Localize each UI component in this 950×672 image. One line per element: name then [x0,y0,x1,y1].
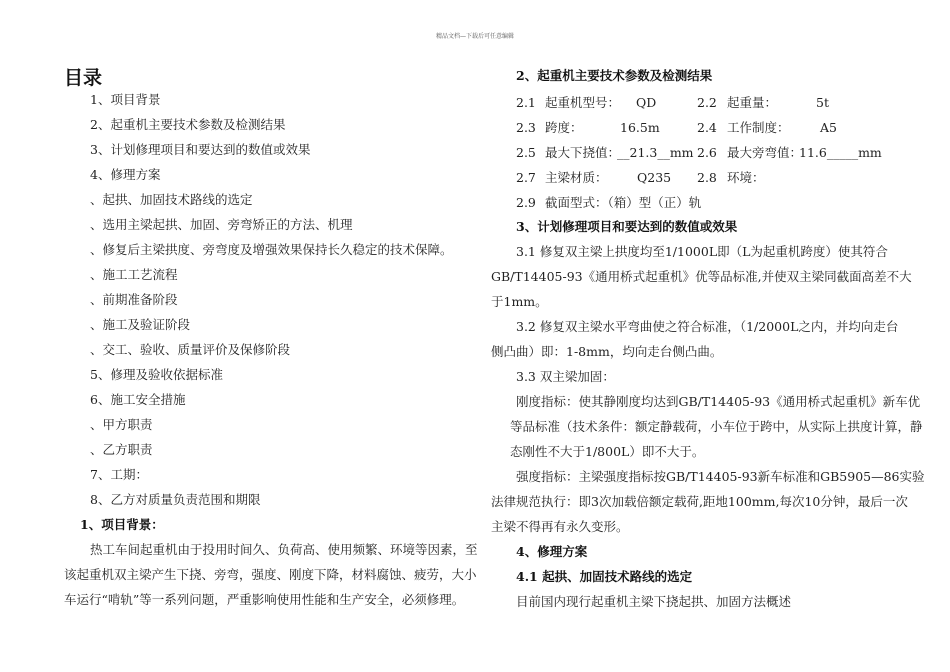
paragraph-line: 该起重机双主梁产生下挠、旁弯，强度、刚度下降，材料腐蚀、疲劳，大小 [64,567,477,582]
subsection-3-3: 3.3 双主梁加固： [516,369,615,384]
section-3-heading: 3、计划修理项目和要达到的数值或效果 [516,219,738,234]
paragraph-line: 法律规范执行：即3次加载倍额定载荷,距地100mm,每次10分钟，最后一次 [491,494,908,509]
paragraph-line: 强度指标：主梁强度指标按GB/T14405-93新车标准和GB5905—86实验 [516,469,925,484]
toc-item: 2、起重机主要技术参数及检测结果 [90,117,286,132]
param-label: 截面型式：（箱）型（正）轨 [545,195,702,210]
toc-item: 3、计划修理项目和要达到的数值或效果 [90,142,311,157]
param-label: 主梁材质： [545,170,608,185]
toc-item: 、修复后主梁拱度、旁弯度及增强效果保持长久稳定的技术保障。 [90,242,453,257]
param-label: 工作制度： [727,120,790,135]
toc-item: 7、工期： [90,467,148,482]
toc-item: 、施工工艺流程 [90,267,178,282]
param-num: 2.3 [516,120,536,135]
paragraph-line: 3.2 修复双主梁水平弯曲使之符合标准，（1/2000L之内，并均向走台 [516,319,899,334]
paragraph-line: 等品标准（技术条件：额定静载荷，小车位于跨中，从实际上拱度计算，静 [510,419,923,434]
paragraph-line: 态刚性不大于1/800L）即不大于。 [510,444,705,459]
paragraph-line: GB/T14405-93《通用桥式起重机》优等品标准,并使双主梁同截面高差不大 [491,269,912,284]
section-4-heading: 4、修理方案 [516,544,588,559]
param-num: 2.9 [516,195,536,210]
section-4-1-heading: 4.1 起拱、加固技术路线的选定 [516,569,693,584]
param-value: __21.3__mm [617,145,694,160]
param-label: 最大下挠值： [545,145,621,160]
param-num: 2.4 [697,120,717,135]
param-value: Q235 [637,170,672,185]
param-num: 2.7 [516,170,536,185]
section-1-heading: 1、项目背景： [80,517,164,532]
param-value: A5 [820,120,837,135]
param-value: 11.6_____mm [799,145,882,160]
toc-item: 8、乙方对质量负责范围和期限 [90,492,261,507]
paragraph-line: 目前国内现行起重机主梁下挠起拱、加固方法概述 [516,594,792,609]
param-num: 2.1 [516,95,536,110]
param-label: 起重量： [727,95,778,110]
paragraph-line: 车运行“啃轨”等一系列问题，严重影响使用性能和生产安全，必须修理。 [64,592,465,607]
param-label: 环境： [727,170,765,185]
paragraph-line: 3.1 修复双主梁上拱度均至1/1000L即（L为起重机跨度）使其符合 [516,244,888,259]
paragraph-line: 主梁不得再有永久变形。 [491,519,629,534]
param-value: 16.5m [620,120,660,135]
param-label: 起重机型号： [545,95,621,110]
toc-item: 5、修理及验收依据标准 [90,367,223,382]
paragraph-line: 于1mm。 [491,294,548,309]
toc-item: 、起拱、加固技术路线的选定 [90,192,253,207]
param-num: 2.6 [697,145,717,160]
toc-item: 1、项目背景 [90,92,161,107]
toc-item: 、施工及验证阶段 [90,317,191,332]
toc-item: 、选用主梁起拱、加固、旁弯矫正的方法、机理 [90,217,353,232]
param-num: 2.8 [697,170,717,185]
toc-item: 4、修理方案 [90,167,161,182]
paragraph-line: 侧凸曲）即：1-8mm，均向走台侧凸曲。 [491,344,723,359]
toc-title: 目录 [64,67,103,89]
paragraph-line: 热工车间起重机由于投用时间久、负荷高、使用频繁、环境等因素，至 [90,542,478,557]
toc-item: 、交工、验收、质量评价及保修阶段 [90,342,291,357]
param-value: 5t [816,95,829,110]
toc-item: 、乙方职责 [90,442,153,457]
param-num: 2.5 [516,145,536,160]
section-2-heading: 2、起重机主要技术参数及检测结果 [516,68,713,83]
param-num: 2.2 [697,95,717,110]
toc-item: 、甲方职责 [90,417,153,432]
param-label: 跨度： [545,120,583,135]
paragraph-line: 刚度指标：使其静刚度均达到GB/T14405-93《通用桥式起重机》新车优 [516,394,921,409]
page-header: 精品文档—下载后可任意编辑 [435,33,514,40]
param-label: 最大旁弯值： [727,145,803,160]
toc-item: 6、施工安全措施 [90,392,186,407]
toc-item: 、前期准备阶段 [90,292,178,307]
param-value: QD [636,95,657,110]
